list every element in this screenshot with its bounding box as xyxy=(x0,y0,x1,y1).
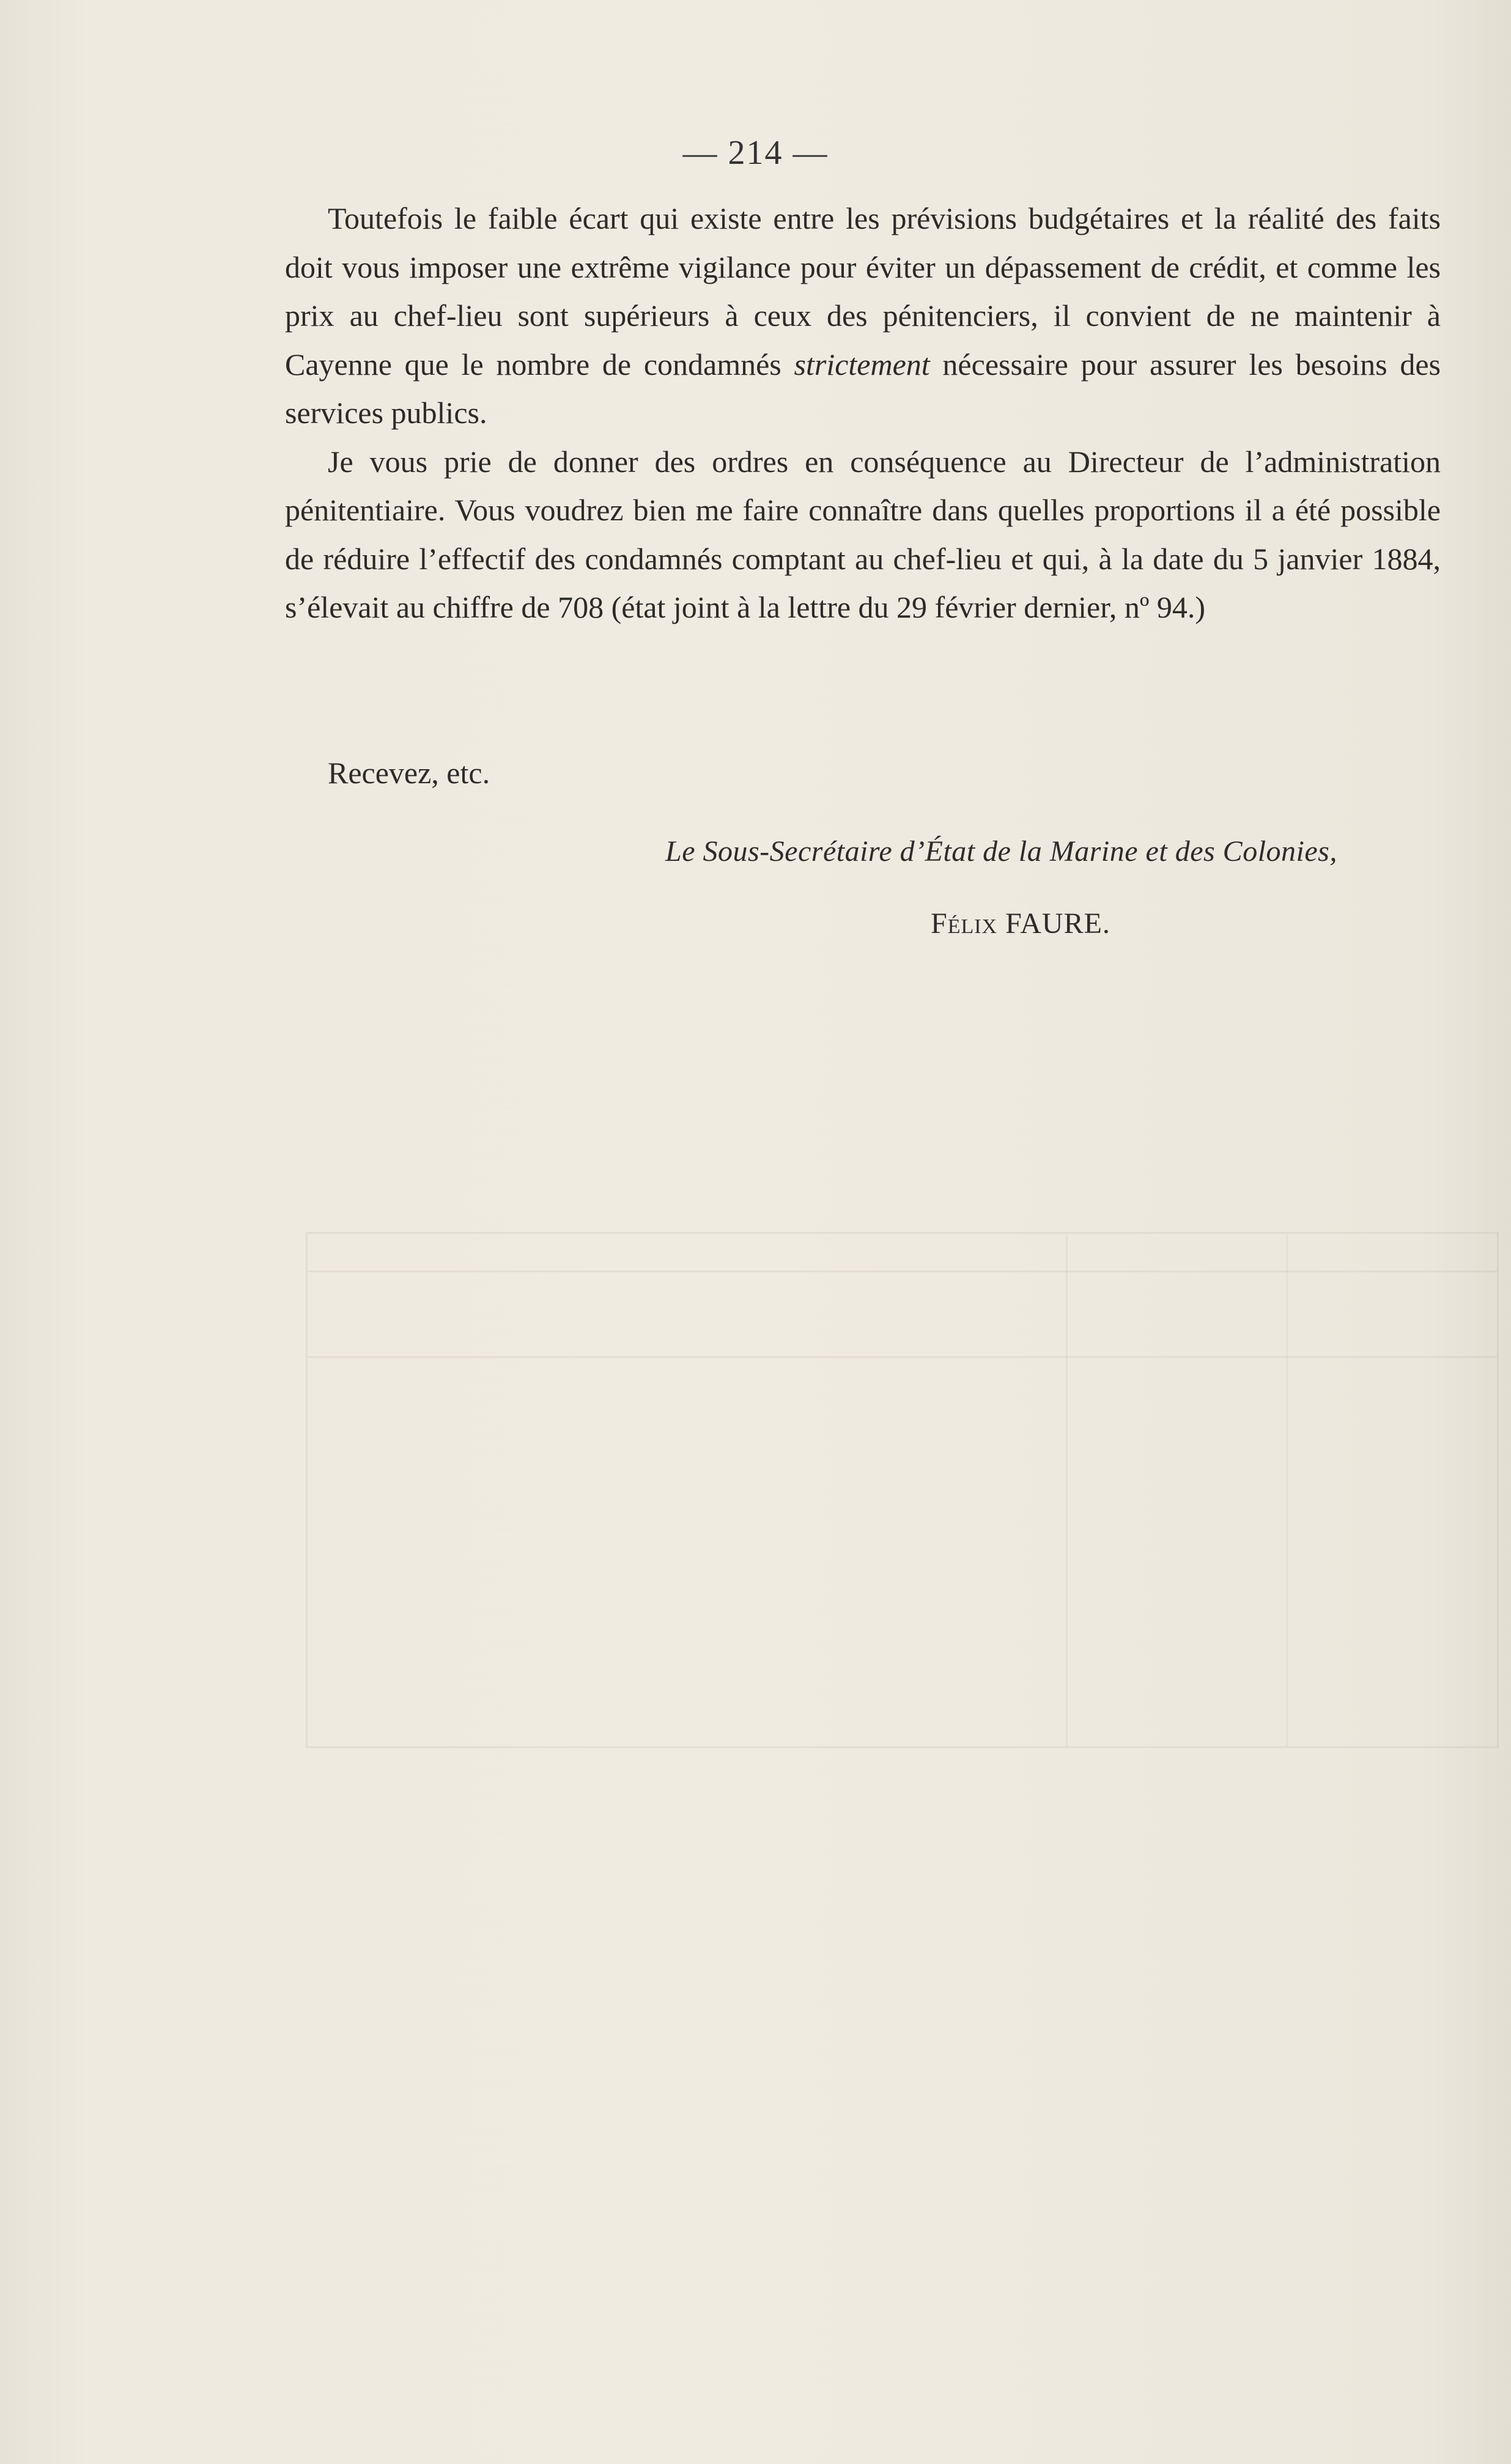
closing-formula: Recevez, etc. xyxy=(328,756,490,790)
bleed-through-table xyxy=(306,1232,1499,1748)
signatory-name xyxy=(931,907,1110,940)
signatory-first-name: Félix xyxy=(931,907,998,940)
letter-body xyxy=(285,194,1441,632)
emphasis-word: strictement xyxy=(794,347,930,382)
bleed-through-rule xyxy=(308,1356,1497,1358)
paragraph-2: Je vous prie de donner des ordres en conséquence au Directeur de l’administration pénitentiaire. Vous voudrez bien me faire connaître dans quelles proportions il a été possible de réduire l’effectif des condamnés comptant au chef-lieu et qui, à la date du 5 janvier 1884, s’élevait au chiffre de 708 (état joint à la lettre du 29 février dernier, nº 94.) xyxy=(285,444,1441,624)
bleed-through-rule xyxy=(308,1271,1497,1272)
bleed-through-rule xyxy=(1286,1234,1288,1746)
signatory-last-name: FAURE. xyxy=(1005,907,1110,940)
paragraph-1-end: nécessaire pour assurer les besoins des services publics. xyxy=(285,347,1441,430)
bleed-through-rule xyxy=(1066,1234,1068,1746)
signatory-title: Le Sous-Secrétaire d’État de la Marine et des Colonies, xyxy=(665,835,1337,868)
paragraph-1 xyxy=(285,194,1441,438)
paragraph-1-start: Toutefois le faible écart qui existe entre les prévisions budgétaires et la réalité des faits doit vous imposer une extrême vigilance pour éviter un dépassement de crédit, et comme les prix au chef-lieu sont supérieurs à ceux des pénitenciers, il convient de ne maintenir à Cayenne que le nombre de condamnés xyxy=(285,201,1441,382)
page-number: — 214 — xyxy=(682,134,829,172)
